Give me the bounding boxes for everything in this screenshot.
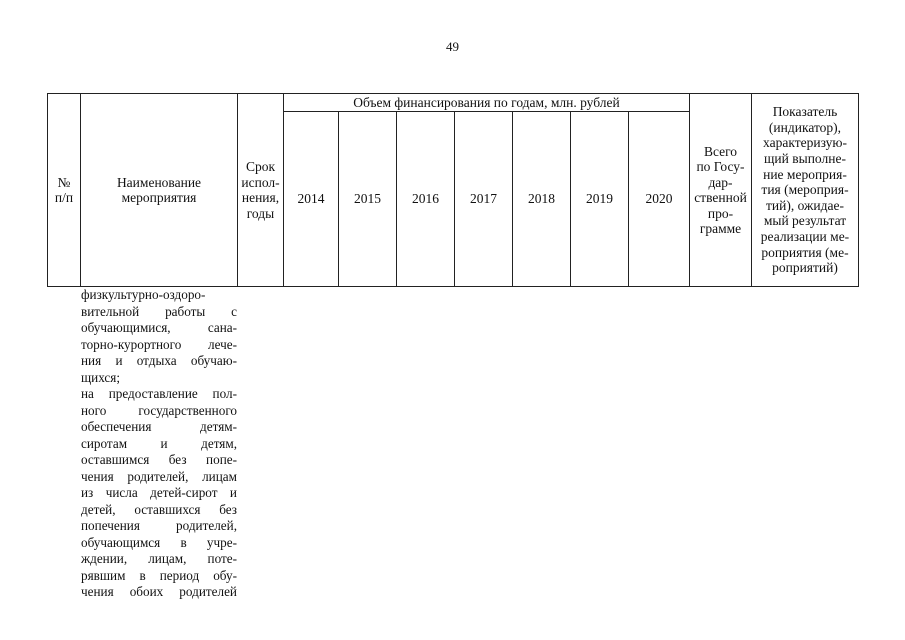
description-line: ния и отдыха обучаю- [81,353,237,368]
header-term: Срок испол- нения, годы [238,94,284,287]
header-year-2014: 2014 [284,112,339,287]
description-line: чения родителей, лицам [81,468,237,484]
description-line: ного государственного [81,402,237,418]
description-line: торно-курортного лече- [81,336,237,352]
header-year-2017: 2017 [455,112,513,287]
description-line: сиротам и детям, [81,435,237,451]
description-line: рявшим в период обу- [81,567,237,583]
header-activity-name: Наименование мероприятия [81,94,238,287]
description-line: чения обоих родителей [81,584,237,599]
activity-description [81,287,237,601]
header-year-2019: 2019 [571,112,629,287]
description-line: из числа детей-сирот и [81,485,237,500]
description-line: обучающимся в учре- [81,534,237,550]
page-number: 49 [446,39,459,54]
description-line: вительной работы с [81,303,237,319]
header-indicator: Показатель (индикатор), характеризую- щий выполне- ние мероприя- тия (мероприя- тий), ожидае- мый результат реализации ме- роприятия (ме- роприятий) [752,94,859,287]
financing-table [47,93,859,287]
description-line: на предоставление пол- [81,386,237,401]
description-line: обеспечения детям- [81,419,237,434]
description-line: оставшимся без попе- [81,452,237,467]
description-line: обучающимися, сана- [81,320,237,335]
description-line: детей, оставшихся без [81,501,237,517]
header-year-2016: 2016 [397,112,455,287]
description-line: ждении, лицам, поте- [81,551,237,566]
description-line: попечения родителей, [81,518,237,533]
header-year-2020: 2020 [629,112,690,287]
header-year-2018: 2018 [513,112,571,287]
description-line: щихся; [81,369,121,385]
header-year-2015: 2015 [339,112,397,287]
header-total: Всего по Госу- дар- ственной про- грамме [690,94,752,287]
header-financing: Объем финансирования по годам, млн. рублей [284,94,690,112]
description-line: физкультурно-оздоро- [81,287,206,302]
header-number: № п/п [48,94,81,287]
